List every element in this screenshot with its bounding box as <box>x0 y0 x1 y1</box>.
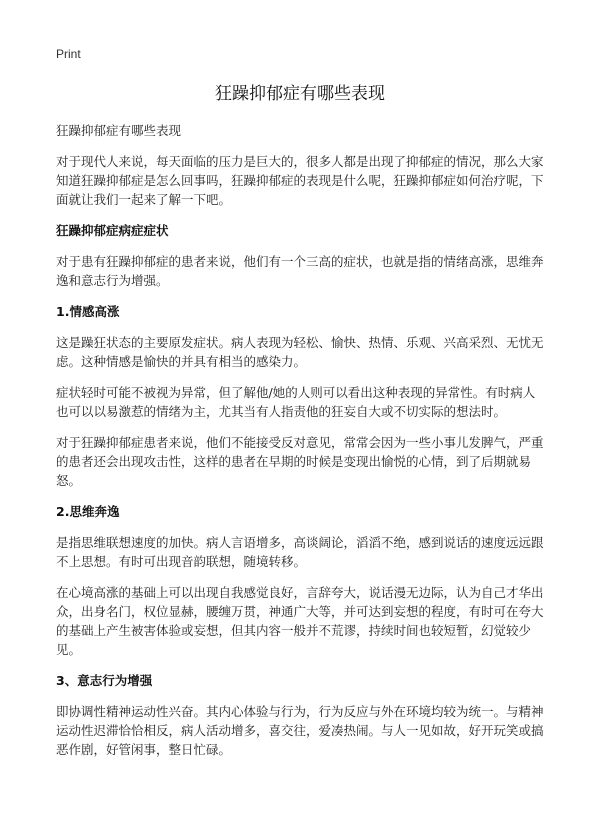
subsection-heading-thinking: 2.思维奔逸 <box>56 504 120 519</box>
subsection-heading-behavior: 3、意志行为增强 <box>56 673 153 688</box>
print-link[interactable]: Print <box>56 47 81 61</box>
paragraph: 症状轻时可能不被视为异常，但了解他/她的人则可以看出这种表现的异常性。有时病人也可以以易激惹的情绪为主，尤其当有人指责他的狂妄自大或不切实际的想法时。 <box>56 385 536 419</box>
page-title: 狂躁抑郁症有哪些表现 <box>215 84 385 104</box>
section-heading: 狂躁抑郁症病症症状 <box>56 223 169 238</box>
subsection-heading-emotion: 1.情感高涨 <box>56 304 120 319</box>
paragraph: 对于狂躁抑郁症患者来说，他们不能接受反对意见，常常会因为一些小事儿发脾气，严重的患者还会出现攻击性，这样的患者在早期的时候是变现出愉悦的心情，到了后期就易怒。 <box>56 435 544 488</box>
paragraph: 在心境高涨的基础上可以出现自我感觉良好，言辞夸大，说话漫无边际，认为自己才华出众，出身名门，权位显赫，腰缠万贯，神通广大等，并可达到妄想的程度，有时可在夸大的基础上产生被害体验或妄想，但其内容一般并不荒谬，持续时间也较短暂，幻觉较少见。 <box>56 585 544 657</box>
paragraph: 这是躁狂状态的主要原发症状。病人表现为轻松、愉快、热情、乐观、兴高采烈、无忧无虑。这种情感是愉快的并具有相当的感染力。 <box>56 335 544 369</box>
intro-paragraph: 对于现代人来说，每天面临的压力是巨大的，很多人都是出现了抑郁症的情况，那么大家知道狂躁抑郁症是怎么回事吗，狂躁抑郁症的表现是什么呢，狂躁抑郁症如何治疗呢，下面就让我们一起来了解一下吧。 <box>56 154 544 207</box>
article-body <box>56 121 544 771</box>
paragraph: 即协调性精神运动性兴奋。其内心体验与行为，行为反应与外在环境均较为统一。与精神运动性迟滞恰恰相反，病人活动增多，喜交往，爱凑热闹。与人一见如故，好开玩笑或搞恶作剧，好管闲事，整日忙碌。 <box>56 704 544 757</box>
paragraph: 是指思维联想速度的加快。病人言语增多，高谈阔论，滔滔不绝，感到说话的速度远远跟不上思想。有时可出现音韵联想，随境转移。 <box>56 535 544 569</box>
section-intro-paragraph: 对于患有狂躁抑郁症的患者来说，他们有一个三高的症状，也就是指的情绪高涨，思维奔逸和意志行为增强。 <box>56 254 544 288</box>
article-subtitle: 狂躁抑郁症有哪些表现 <box>56 123 182 138</box>
